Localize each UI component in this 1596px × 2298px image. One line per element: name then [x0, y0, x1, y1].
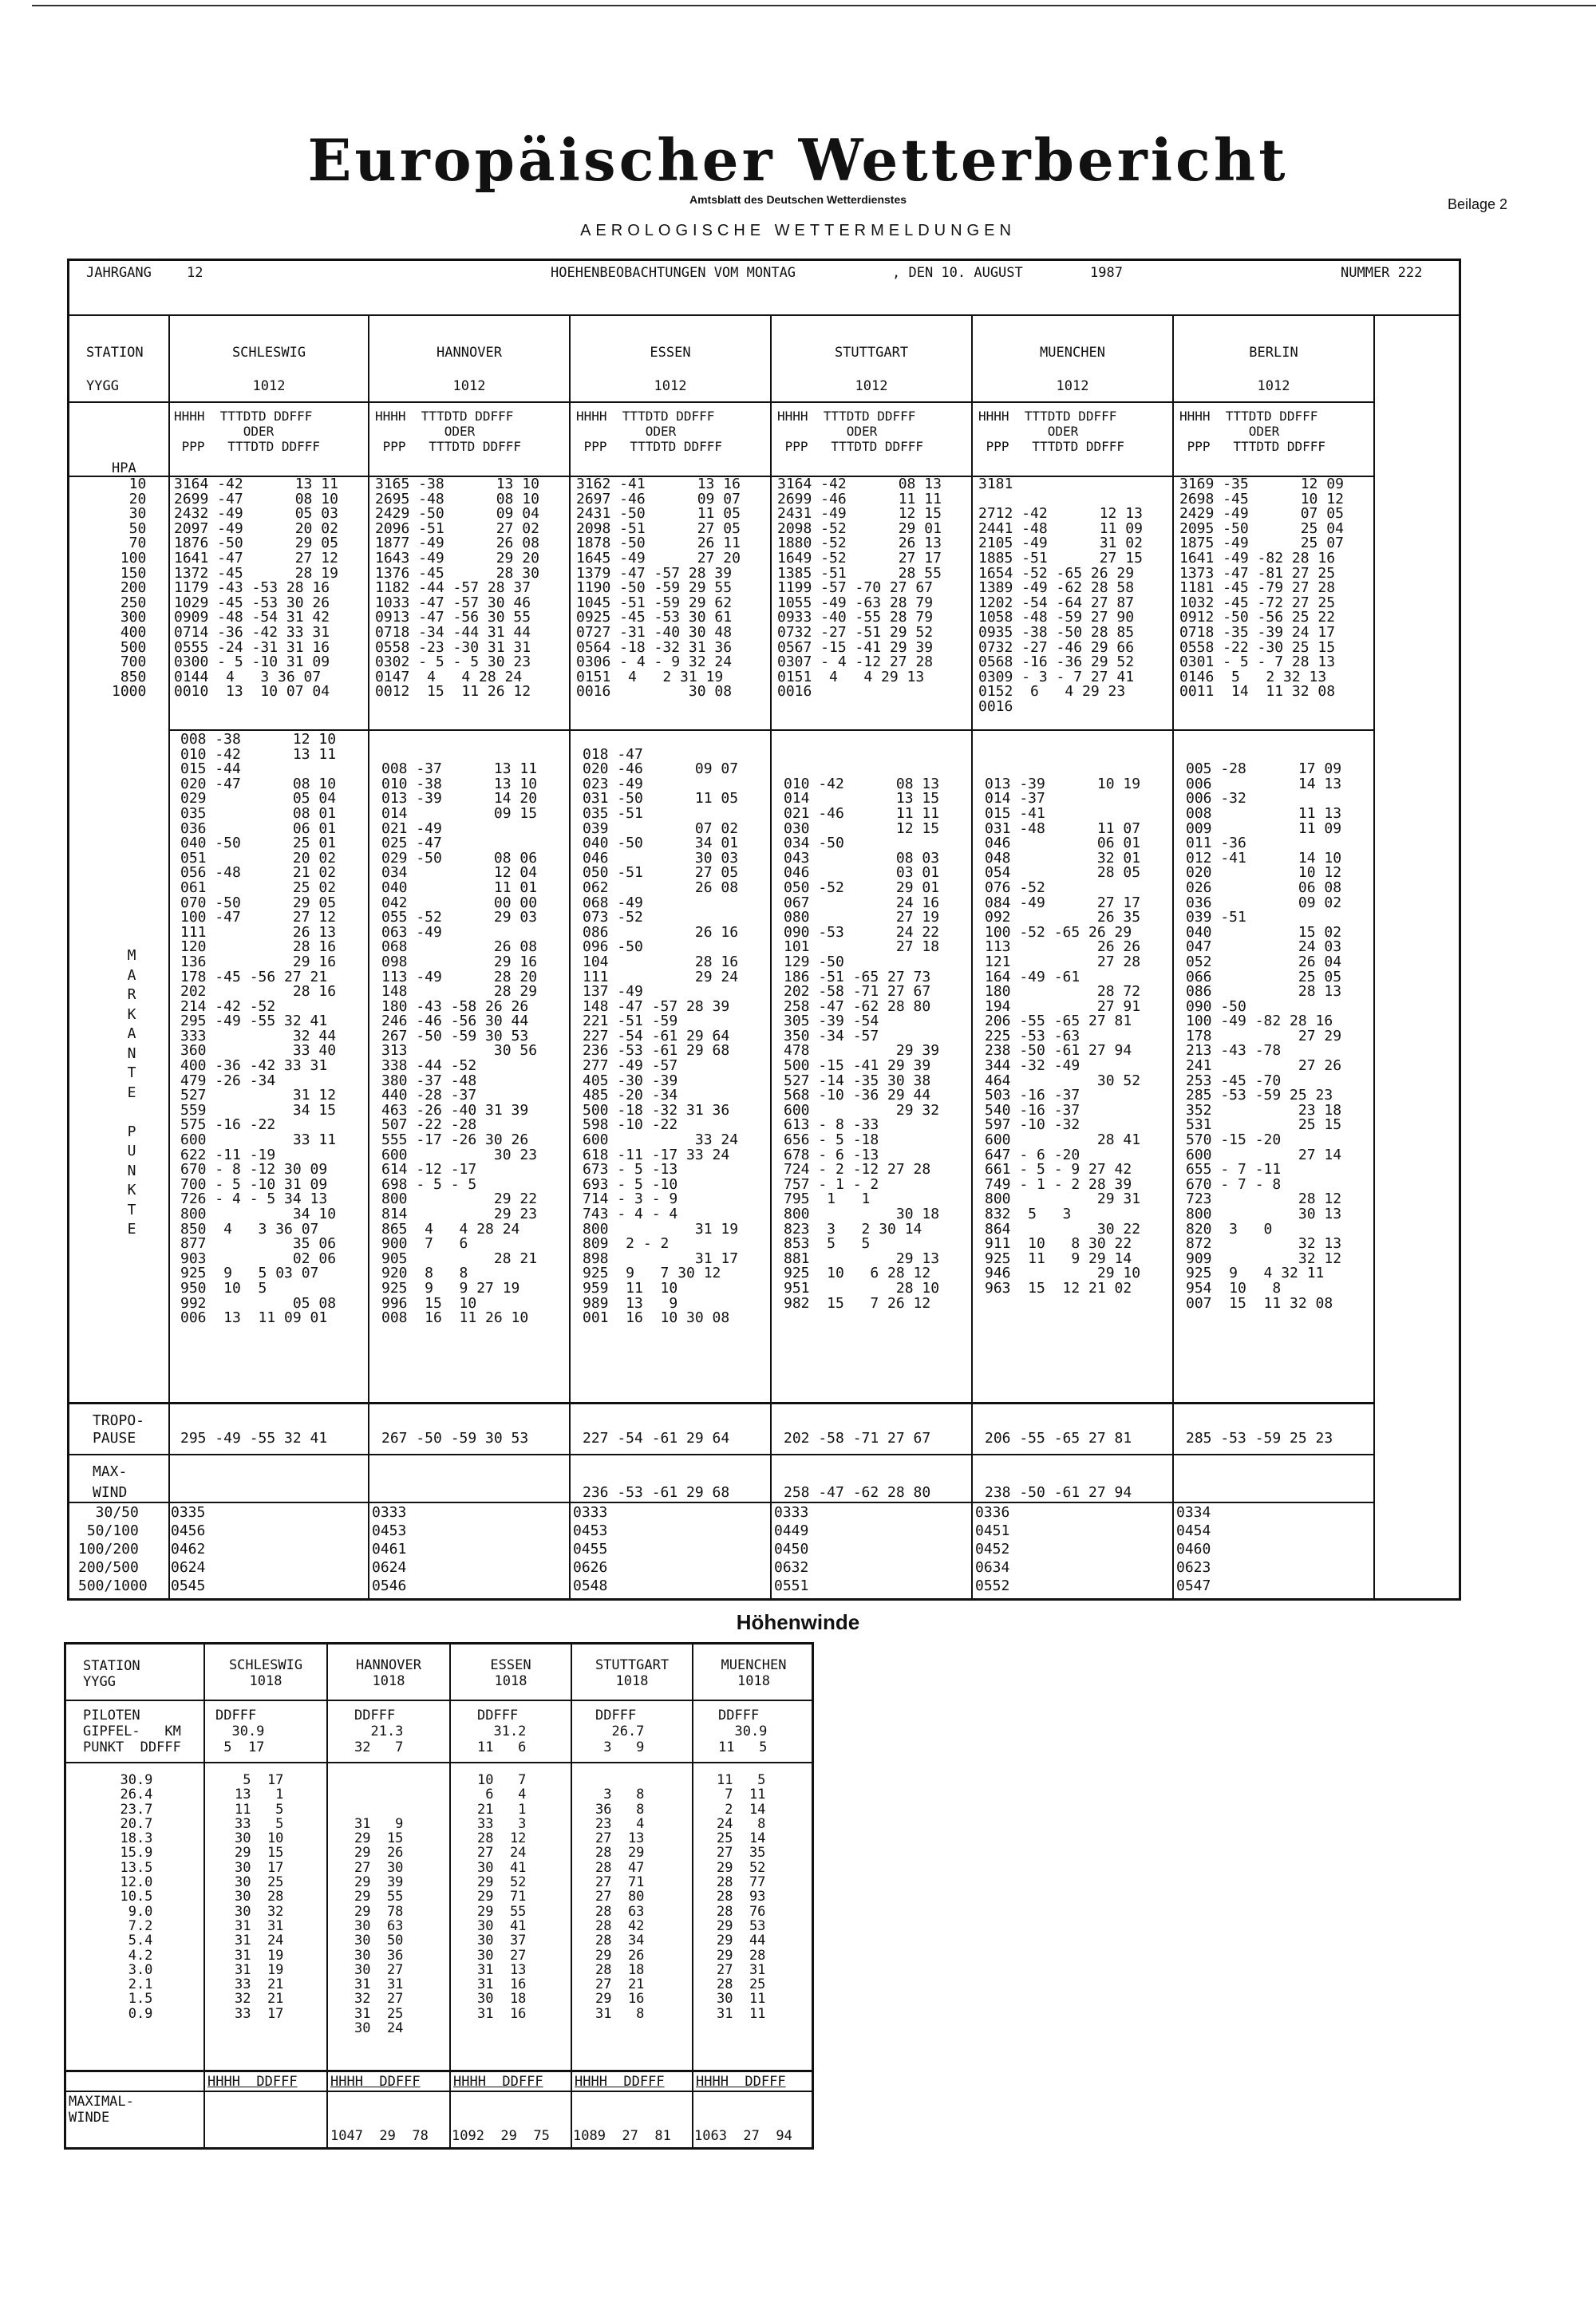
layer-thickness-essen: 0333 0453 0455 0626 0548: [573, 1504, 608, 1594]
rule: [203, 1642, 205, 2150]
rule: [64, 1762, 814, 1763]
observation-date: , DEN 10. AUGUST: [892, 265, 1023, 281]
station-label: STATION: [86, 345, 144, 361]
observation-year: 1987: [1090, 265, 1123, 281]
piloten-label: PILOTEN GIPFEL- KM PUNKT DDFFF: [83, 1708, 181, 1755]
rule: [692, 1642, 693, 2150]
standard-levels-stuttgart: 3164 -42 08 13 2699 -46 11 11 2431 -49 12 15 2098 -52 29 01 1880 -52 26 13 1649 -52 27 17 1385 -51 28 55 1199 -57 -70 27 67 1055 -49 -63 28 79 0933 -40 -55 28 79 0732 -27 -51 29 52 0567 -15 -41 29 39 0307 - 4 -12 27 28 0151 4 4 29 13 0016: [777, 476, 942, 701]
significant-levels-muenchen: 013 -39 10 19 014 -37 015 -41 031 -48 11 07 046 06 01 048 32 01 054 28 05 076 -52 084 -49 27 17 092 26 35 100 -52 -65 26 29 113 26 26 121 27 28 164 -49 -61 180 28 72 194 27 91 206 -55 -65 27 81 225 -53 -63 238 -50 -61 27 94 344 -32 -49 464 30 52 503 -16 -37 540 -16 -37 597 -10 -32 600 28 41 647 - 6 -20 661 - 5 - 9 27 42 749 - 1 - 2 28 39 800 29 31 832 5 3 864 30 22 911 10 8 30 22 925 11 9 29 14 946 29 10 963 15 12 21 02: [985, 775, 1141, 1297]
rule: [971, 314, 973, 1601]
station-name-muenchen: MUENCHEN: [1040, 345, 1105, 361]
hw-winds-schleswig: 5 17 13 1 11 5 33 5 30 10 29 15 30 17 30 25 30 28 30 32 31 31 31 24 31 19 31 19 33 21 32 21 33 17: [235, 1772, 284, 2022]
station-code-stuttgart: 1012: [855, 378, 888, 394]
hw-max-header: HHHH DDFFF: [453, 2074, 543, 2090]
rule: [1373, 314, 1375, 1601]
hw-code-schleswig: 1018: [249, 1673, 282, 1689]
rule: [67, 1454, 1373, 1455]
rule: [571, 1642, 572, 2150]
section-title: AEROLOGISCHE WETTERMELDUNGEN: [580, 222, 1016, 239]
rule: [67, 1402, 1373, 1404]
hw-code-muenchen: 1018: [737, 1673, 770, 1689]
significant-levels-hannover: 008 -37 13 11 010 -38 13 10 013 -39 14 20 014 09 15 021 -49 025 -47 029 -50 08 06 034 12 04 040 11 01 042 00 00 055 -52 29 03 063 -49 068 26 08 098 29 16 113 -49 28 20 148 28 29 180 -43 -58 26 26 246 -46 -56 30 44 267 -50 -59 30 53 313 30 56 338 -44 -52 380 -37 -48 440 -28 -37 463 -26 -40 31 39 507 -22 -28 555 -17 -26 30 26 600 30 23 614 -12 -17 698 - 5 - 5 800 29 22 814 29 23 865 4 4 28 24 900 7 6 905 28 21 920 8 8 925 9 9 27 19 996 15 10 008 16 11 26 10: [381, 760, 538, 1327]
significant-levels-schleswig: 008 -38 12 10 010 -42 13 11 015 -44 020 -47 08 10 029 05 04 035 08 01 036 06 01 040 -50 25 01 051 20 02 056 -48 21 02 061 25 02 070 -50 29 05 100 -47 27 12 111 26 13 120 28 16 136 29 16 178 -45 -56 27 21 202 28 16 214 -42 -52 295 -49 -55 32 41 333 32 44 360 33 40 400 -36 -42 33 31 479 -26 -34 527 31 12 559 34 15 575 -16 -22 600 33 11 622 -11 -19 670 - 8 -12 30 09 700 - 5 -10 31 09 726 - 4 - 5 34 13 800 34 10 850 4 3 36 07 877 35 06 903 02 06 925 9 5 03 07 950 10 5 992 05 08 006 13 11 09 01: [180, 731, 337, 1327]
hw-max-label: MAXIMAL- WINDE: [69, 2094, 134, 2126]
top-edge-rule: [32, 5, 1596, 6]
hw-max-stuttgart: 1089 27 81: [573, 2128, 671, 2144]
standard-levels-essen: 3162 -41 13 16 2697 -46 09 07 2431 -50 11 05 2098 -51 27 05 1878 -50 26 11 1645 -49 27 20 1379 -47 -57 28 39 1190 -50 -59 29 55 1045 -51 -59 29 62 0925 -45 -53 30 61 0727 -31 -40 30 48 0564 -18 -32 31 36 0306 - 4 - 9 32 24 0151 4 2 31 19 0016 30 08: [576, 476, 741, 701]
hw-station-hannover: HANNOVER: [356, 1657, 421, 1673]
upper-winds-title: Höhenwinde: [736, 1610, 860, 1634]
yygg-label: YYGG: [86, 378, 119, 394]
hw-winds-stuttgart: 3 8 36 8 23 4 27 13 28 29 28 47 27 71 27 80 28 63 28 42 28 34 29 26 28 18 27 21 29 16 31 8: [595, 1787, 645, 2022]
hw-max-header: HHHH DDFFF: [575, 2074, 665, 2090]
maxwind-muenchen: 238 -50 -61 27 94: [985, 1484, 1132, 1501]
pilot-peak-muenchen: DDFFF 30.9 11 5: [718, 1708, 768, 1755]
tropopause-muenchen: 206 -55 -65 27 81: [985, 1430, 1132, 1447]
hw-code-essen: 1018: [494, 1673, 527, 1689]
rule: [770, 314, 772, 1601]
rule: [326, 1642, 328, 2150]
rule: [67, 314, 1461, 316]
column-header: HHHH TTTDTD DDFFF ODER PPP TTTDTD DDFFF: [576, 409, 723, 454]
hw-station-stuttgart: STUTTGART: [595, 1657, 670, 1673]
column-header: HHHH TTTDTD DDFFF ODER PPP TTTDTD DDFFF: [777, 409, 924, 454]
hw-station-essen: ESSEN: [490, 1657, 531, 1673]
station-code-muenchen: 1012: [1056, 378, 1089, 394]
rule: [67, 401, 1373, 403]
rule: [368, 314, 369, 1601]
rule: [168, 729, 1373, 731]
station-name-berlin: BERLIN: [1249, 345, 1298, 361]
hw-max-header: HHHH DDFFF: [330, 2074, 421, 2090]
maxwind-label: MAX- WIND: [93, 1463, 128, 1501]
station-code-essen: 1012: [654, 378, 687, 394]
layer-thickness-hannover: 0333 0453 0461 0624 0546: [372, 1504, 407, 1594]
hw-station-schleswig: SCHLESWIG: [228, 1657, 303, 1673]
hw-max-essen: 1092 29 75: [452, 2128, 550, 2144]
station-name-stuttgart: STUTTGART: [834, 345, 909, 361]
layer-thickness-stuttgart: 0333 0449 0450 0632 0551: [774, 1504, 809, 1594]
column-header: HHHH TTTDTD DDFFF ODER PPP TTTDTD DDFFF: [174, 409, 321, 454]
layer-thickness-berlin: 0334 0454 0460 0623 0547: [1176, 1504, 1211, 1594]
hw-code-hannover: 1018: [372, 1673, 405, 1689]
page-title: Europäischer Wetterbericht: [307, 126, 1289, 194]
tropopause-schleswig: 295 -49 -55 32 41: [180, 1430, 328, 1447]
hw-code-stuttgart: 1018: [615, 1673, 649, 1689]
hw-winds-hannover: 31 9 29 15 29 26 27 30 29 39 29 55 29 78 30 63 30 50 30 36 30 27 31 31 32 27 31 25 30 24: [354, 1815, 404, 2037]
station-name-essen: ESSEN: [650, 345, 691, 361]
significant-levels-stuttgart: 010 -42 08 13 014 13 15 021 -46 11 11 030 12 15 034 -50 043 08 03 046 03 01 050 -52 29 01 067 24 16 080 27 19 090 -53 24 22 101 27 18 129 -50 186 -51 -65 27 73 202 -58 -71 27 67 258 -47 -62 28 80 305 -39 -54 350 -34 -57 478 29 39 500 -15 -41 29 39 527 -14 -35 30 38 568 -10 -36 29 44 600 29 32 613 - 8 -33 656 - 5 -18 678 - 6 -13 724 - 2 -12 27 28 757 - 1 - 2 795 1 1 800 30 18 823 3 2 30 14 853 5 5 881 29 13 925 10 6 28 12 951 28 10 982 15 7 26 12: [784, 775, 940, 1312]
hw-winds-essen: 10 7 6 4 21 1 33 3 28 12 27 24 30 41 29 52 29 71 29 55 30 41 30 37 30 27 31 13 31 16 30 18 31 16: [477, 1772, 527, 2022]
station-name-schleswig: SCHLESWIG: [231, 345, 306, 361]
hw-station-muenchen: MUENCHEN: [721, 1657, 787, 1673]
rule: [449, 1642, 451, 2150]
jahrgang-label: JAHRGANG: [86, 265, 152, 281]
maxwind-stuttgart: 258 -47 -62 28 80: [784, 1484, 931, 1501]
issue-number: NUMMER 222: [1341, 265, 1423, 281]
station-code-schleswig: 1012: [252, 378, 286, 394]
rule: [64, 1700, 814, 1701]
column-header: HHHH TTTDTD DDFFF ODER PPP TTTDTD DDFFF: [1179, 409, 1326, 454]
column-header: HHHH TTTDTD DDFFF ODER PPP TTTDTD DDFFF: [978, 409, 1125, 454]
significant-levels-essen: 018 -47 020 -46 09 07 023 -49 031 -50 11 05 035 -51 039 07 02 040 -50 34 01 046 30 03 050 -51 27 05 062 26 08 068 -49 073 -52 086 26 16 096 -50 104 28 16 111 29 24 137 -49 148 -47 -57 28 39 221 -51 -59 227 -54 -61 29 64 236 -53 -61 29 68 277 -49 -57 405 -30 -39 485 -20 -34 500 -18 -32 31 36 598 -10 -22 600 33 24 618 -11 -17 33 24 673 - 5 -13 693 - 5 -10 714 - 3 - 9 743 - 4 - 4 800 31 19 809 2 - 2 898 31 17 925 9 7 30 12 959 11 10 989 13 9 001 16 10 30 08: [583, 745, 739, 1327]
tropopause-berlin: 285 -53 -59 25 23: [1186, 1430, 1333, 1447]
hpa-label: HPA: [112, 460, 136, 476]
maxwind-essen: 236 -53 -61 29 68: [583, 1484, 730, 1501]
tropopause-hannover: 267 -50 -59 30 53: [381, 1430, 529, 1447]
column-header: HHHH TTTDTD DDFFF ODER PPP TTTDTD DDFFF: [375, 409, 522, 454]
hpa-levels: 10 20 30 50 70 100 150 200 250 300 400 500 700 850 1000: [112, 476, 147, 701]
rule: [168, 314, 170, 1601]
hw-altitude-levels: 30.9 26.4 23.7 20.7 18.3 15.9 13.5 12.0 10.5 9.0 7.2 5.4 4.2 3.0 2.1 1.5 0.9: [120, 1772, 153, 2022]
layer-thickness-muenchen: 0336 0451 0452 0634 0552: [975, 1504, 1010, 1594]
hw-winds-muenchen: 11 5 7 11 2 14 24 8 25 14 27 35 29 52 28 77 28 93 28 76 29 53 29 44 29 28 27 31 28 25 30 11 31 11: [717, 1772, 766, 2022]
standard-levels-hannover: 3165 -38 13 10 2695 -48 08 10 2429 -50 09 04 2096 -51 27 02 1877 -49 26 08 1643 -49 29 20 1376 -45 28 30 1182 -44 -57 28 37 1033 -47 -57 30 46 0913 -47 -56 30 55 0718 -34 -44 31 44 0558 -23 -30 31 31 0302 - 5 - 5 30 23 0147 4 4 28 24 0012 15 11 26 12: [375, 476, 539, 701]
page-subtitle: Amtsblatt des Deutschen Wetterdienstes: [689, 193, 907, 206]
markante-punkte-label: M A R K A N T E P U N K T E: [127, 947, 136, 1238]
standard-levels-muenchen: 3181 2712 -42 12 13 2441 -48 11 09 2105 -49 31 02 1885 -51 27 15 1654 -52 -65 26 29 1389 -49 -62 28 58 1202 -54 -64 27 87 1058 -48 -59 27 90 0935 -38 -50 28 85 0732 -27 -46 29 66 0568 -16 -36 29 52 0309 - 3 - 7 27 41 0152 6 4 29 23 0016: [978, 476, 1143, 715]
hw-max-header: HHHH DDFFF: [696, 2074, 786, 2090]
standard-levels-schleswig: 3164 -42 13 11 2699 -47 08 10 2432 -49 05 03 2097 -49 20 02 1876 -50 29 05 1641 -47 27 12 1372 -45 28 19 1179 -43 -53 28 16 1029 -45 -53 30 26 0909 -48 -54 31 42 0714 -36 -42 33 31 0555 -24 -31 31 16 0300 - 5 -10 31 09 0144 4 3 36 07 0010 13 10 07 04: [174, 476, 338, 701]
layer-thickness-labels: 30/50 50/100 100/200 200/500 500/1000: [78, 1504, 148, 1594]
hw-max-hannover: 1047 29 78: [330, 2128, 429, 2144]
rule: [64, 2091, 814, 2092]
station-name-hannover: HANNOVER: [437, 345, 502, 361]
observation-label: HOEHENBEOBACHTUNGEN VOM MONTAG: [551, 265, 796, 281]
supplement-label: Beilage 2: [1448, 196, 1508, 212]
hw-station-label: STATION YYGG: [83, 1658, 140, 1690]
hw-max-header: HHHH DDFFF: [207, 2074, 298, 2090]
station-code-hannover: 1012: [452, 378, 486, 394]
standard-levels-berlin: 3169 -35 12 09 2698 -45 10 12 2429 -49 07 05 2095 -50 25 04 1875 -49 25 07 1641 -49 -82 28 16 1373 -47 -81 27 25 1181 -45 -79 27 28 1032 -45 -72 27 25 0912 -50 -56 25 22 0718 -35 -39 24 17 0558 -22 -30 25 15 0301 - 5 - 7 28 13 0146 5 2 32 13 0011 14 11 32 08: [1179, 476, 1344, 701]
layer-thickness-schleswig: 0335 0456 0462 0624 0545: [171, 1504, 206, 1594]
tropopause-stuttgart: 202 -58 -71 27 67: [784, 1430, 931, 1447]
rule: [64, 2070, 814, 2072]
rule: [1172, 314, 1174, 1601]
jahrgang-value: 12: [187, 265, 203, 281]
rule: [569, 314, 571, 1601]
pilot-peak-schleswig: DDFFF 30.9 5 17: [215, 1708, 265, 1755]
pilot-peak-hannover: DDFFF 21.3 32 7: [354, 1708, 404, 1755]
tropopause-label: TROPO- PAUSE: [93, 1412, 145, 1447]
significant-levels-berlin: 005 -28 17 09 006 14 13 006 -32 008 11 13 009 11 09 011 -36 012 -41 14 10 020 10 12 026 06 08 036 09 02 039 -51 040 15 02 047 24 03 052 26 04 066 25 05 086 28 13 090 -50 100 -49 -82 28 16 178 27 29 213 -43 -78 241 27 26 253 -45 -70 285 -53 -59 25 23 352 23 18 531 25 15 570 -15 -20 600 27 14 655 - 7 -11 670 - 7 - 8 723 28 12 800 30 13 820 3 0 872 32 13 909 32 12 925 9 4 32 11 954 10 8 007 15 11 32 08: [1186, 760, 1342, 1312]
hw-max-muenchen: 1063 27 94: [694, 2128, 792, 2144]
pilot-peak-essen: DDFFF 31.2 11 6: [477, 1708, 527, 1755]
station-code-berlin: 1012: [1257, 378, 1290, 394]
pilot-peak-stuttgart: DDFFF 26.7 3 9: [595, 1708, 645, 1755]
tropopause-essen: 227 -54 -61 29 64: [583, 1430, 730, 1447]
